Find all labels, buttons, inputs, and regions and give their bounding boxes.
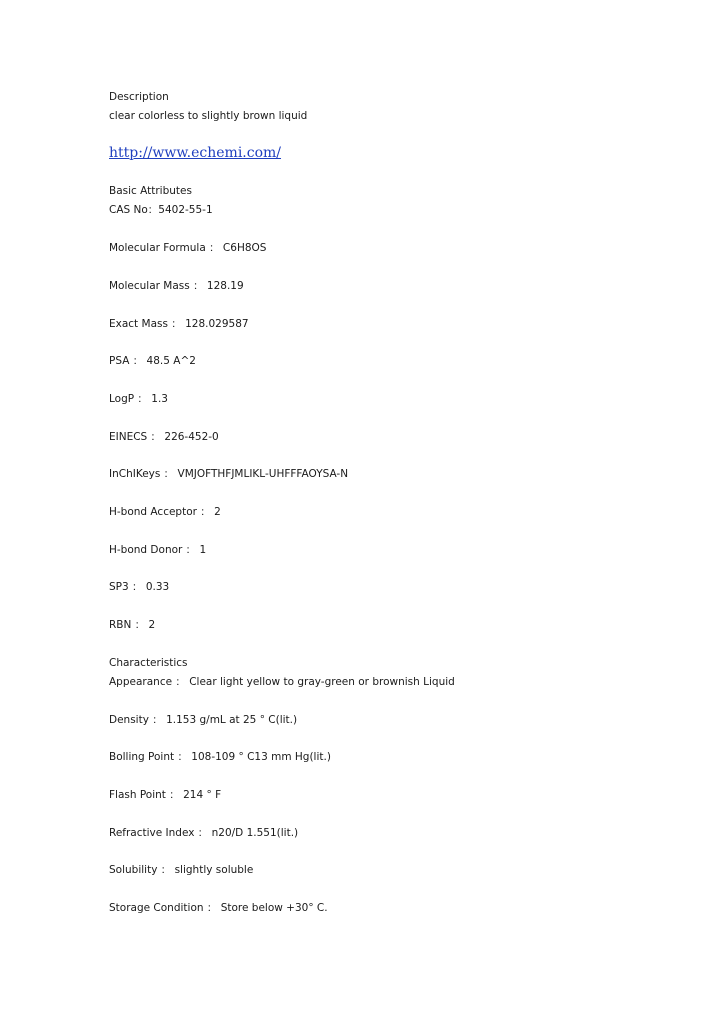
storage-condition: Storage Condition ： Store below +30° C. <box>109 902 328 914</box>
exact-mass: Exact Mass ： 128.029587 <box>109 318 249 330</box>
flash-point: Flash Point ： 214 ° F <box>109 789 222 801</box>
cas-number: CAS No：5402-55-1 <box>109 204 213 216</box>
hbond-donor: H-bond Donor ： 1 <box>109 544 207 556</box>
echemi-link[interactable]: http://www.echemi.com/ <box>109 145 282 161</box>
einecs: EINECS ： 226-452-0 <box>109 431 219 443</box>
characteristics-heading: Characteristics <box>109 657 188 669</box>
molecular-formula: Molecular Formula ： C6H8OS <box>109 242 267 254</box>
molecular-mass: Molecular Mass ： 128.19 <box>109 280 244 292</box>
density: Density ： 1.153 g/mL at 25 ° C(lit.) <box>109 714 298 726</box>
boiling-point: Bolling Point ： 108-109 ° C13 mm Hg(lit.) <box>109 751 331 763</box>
logp: LogP ： 1.3 <box>109 393 168 405</box>
appearance: Appearance ： Clear light yellow to gray-green or brownish Liquid <box>109 676 455 688</box>
inchikeys: InChIKeys ： VMJOFTHFJMLIKL-UHFFFAOYSA-N <box>109 468 349 480</box>
psa: PSA ： 48.5 A^2 <box>109 355 196 367</box>
description-heading: Description <box>109 91 169 103</box>
sp3: SP3 ： 0.33 <box>109 581 170 593</box>
hbond-acceptor: H-bond Acceptor ： 2 <box>109 506 221 518</box>
basic-attributes-heading: Basic Attributes <box>109 185 192 197</box>
description-text: clear colorless to slightly brown liquid <box>109 110 308 122</box>
solubility: Solubility ： slightly soluble <box>109 864 254 876</box>
rbn: RBN ： 2 <box>109 619 156 631</box>
refractive-index: Refractive Index ： n20/D 1.551(lit.) <box>109 827 299 839</box>
